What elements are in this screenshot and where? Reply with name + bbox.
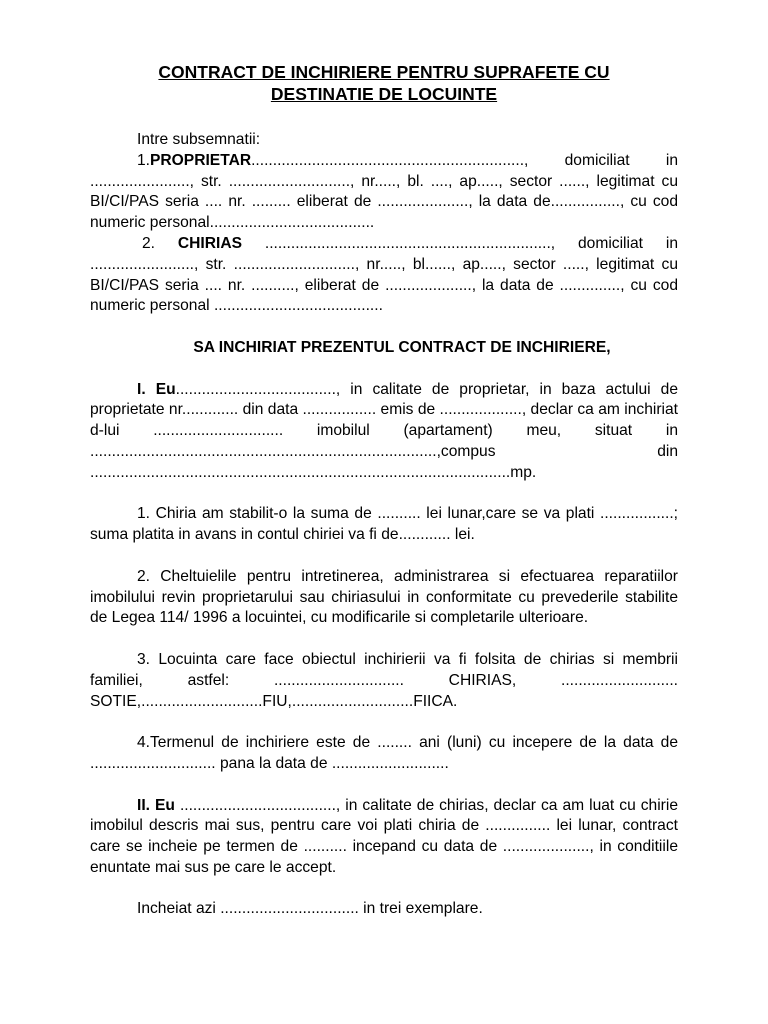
tenant-label: CHIRIAS: [177, 234, 242, 252]
section-2-label: II. Eu: [137, 796, 175, 814]
intro-line: Intre subsemnatii:: [137, 131, 261, 148]
section-2-text: ...................................., in calitate de chirias, declar ca am luat cu chirie imobilul descris mai sus, pentru care voi plati chiria de ............... lei lunar, contract care se incheie pe termen de .......... incepand cu data de ...................., in conditiile enuntate mai sus pe care le accept.: [90, 796, 679, 876]
tenant-text: .................................................................., domiciliat in ........................, str. ............................, nr....., bl......, ap....., sector ....., legitimat cu BI/CI/PAS seria .... nr. .........., eliberat de ...................., la data de .............., cu cod numeric personal .......................................: [90, 234, 678, 315]
clause-4: 4.Termenul de inchiriere este de ........ ani (luni) cu incepere de la data de ............................. pana la data de ...........................: [90, 734, 678, 772]
clause-3: 3. Locuinta care face obiectul inchirierii va fi folsita de chirias si membrii familiei, astfel: .............................. CHIRIAS, ........................... SOTIE,............................FIU,............................FIICA.: [90, 650, 678, 710]
tenant-prefix: 2.: [142, 234, 178, 252]
owner-prefix: 1.: [137, 151, 151, 169]
section-heading: SA INCHIRIAT PREZENTUL CONTRACT DE INCHIRIERE,: [193, 338, 611, 356]
owner-label: PROPRIETAR: [150, 151, 252, 169]
closing-line: Incheiat azi ................................ in trei exemplare.: [137, 900, 483, 918]
title-line-2: DESTINATIE DE LOCUINTE: [270, 84, 498, 104]
document-title: [90, 61, 678, 105]
title-line-1: CONTRACT DE INCHIRIERE PENTRU SUPRAFETE CU: [158, 62, 610, 82]
owner-text: ..............................................................., domiciliat in ......................., str. ............................, nr....., bl. ...., ap....., sector ......, legitimat cu BI/CI/PAS seria .... nr. ......... eliberat de ....................., la data de................, cu cod numeric personal......................................: [90, 151, 678, 232]
section-1-paragraph: [90, 380, 678, 484]
owner-paragraph: [90, 151, 678, 234]
section-1-text: ....................................., in calitate de proprietar, in baza actului de proprietate nr............. din data ................. emis de ..................., declar ca am inchiriat d-lui .............................. imobilul (apartament) meu, situat in ................................................................................,compus din .................................................................................................mp.: [90, 380, 678, 481]
section-1-label: I. Eu: [137, 380, 176, 398]
section-2-paragraph: [90, 796, 678, 879]
clause-1: 1. Chiria am stabilit-o la suma de .......... lei lunar,care se va plati .................; suma platita in avans in contul chiriei va fi de............ lei.: [90, 505, 678, 544]
tenant-paragraph: [90, 234, 678, 317]
clause-2: 2. Cheltuielile pentru intretinerea, administrarea si efectuarea reparatiilor imobilului revin proprietarului sau chiriasului in conformitate cu prevederile stabilite de Legea 114/ 1996 a locuintei, cu modificarile si completarile ulterioare.: [90, 567, 678, 627]
document-body: [90, 130, 678, 920]
